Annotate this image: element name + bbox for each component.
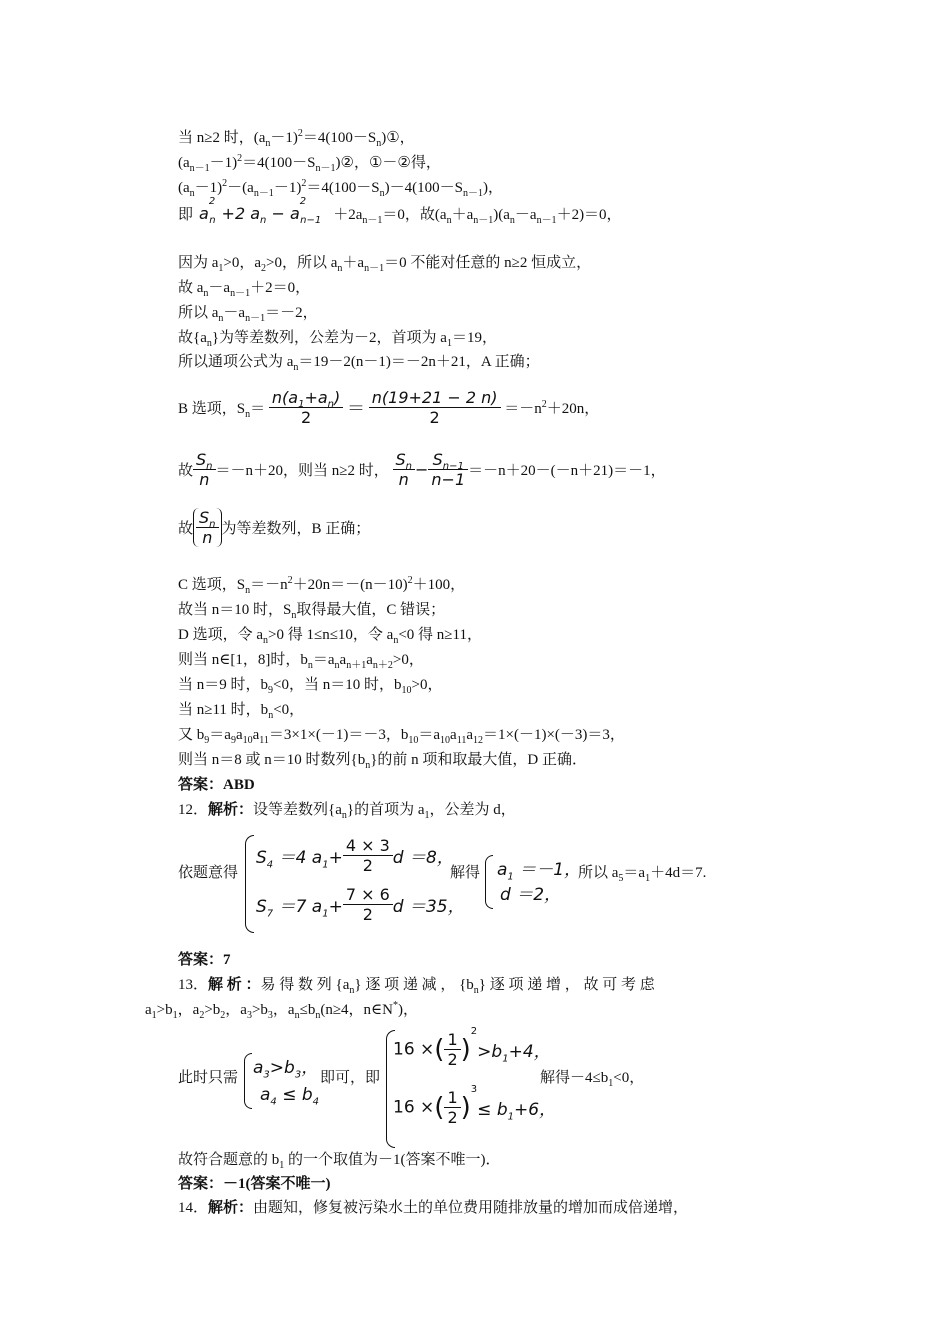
question-number: 13． [178,977,209,993]
text-line-2: $(a_{n-1}-1)^2=4(100-S_{n-1})②$，①－②得， [178,153,441,174]
fraction-numerator: n(19+21 − 2 n) [369,388,501,408]
text-suffix: ＝－n＋20－(－n＋21)＝－1， [468,463,666,479]
question-number: 12． [178,802,209,818]
text-line-9: 所以通项公式为 $a_n=19-2(n-1)=-2n+21$，A 正确； [178,354,540,373]
text-line-11: 故 $\frac{S_n}{n}$ ＝－n＋20，则当 n≥2 时， $\frac{S_n}{n}$ − $\frac{S_{n-1}}{n-1}$ ＝－n＋20－(－n＋21)＝－1， [178,450,666,489]
fraction-numerator: 4 × 3 [343,836,393,856]
analysis-text: 易 得 数 列 $\{a_n\}$ 逐 项 递 减 ， $\{b_n\}$ 逐 项 递 增 ， 故 可 考 虑 [260,977,655,996]
fraction-denominator: n [199,470,210,489]
fraction-sum-formula [269,388,343,427]
fraction-numerator: 1 [444,1030,460,1050]
left-brace [485,855,493,909]
question-number: 14． [178,1200,209,1216]
solution-d: d ＝2， [500,885,562,905]
text-suffix: 为等差数列，B 正确； [221,521,371,537]
text-mid: ＝－n＋20，则当 n≥2 时， [215,463,389,479]
text-line-28: 故符合题意的 $b_1$ 的一个取值为－1(答案不唯一)． [178,1152,501,1171]
fraction-sn1-over-n1 [428,450,468,489]
text-line-26: $a_1>b_1$，$a_2>b_2$，$a_3>b_3$，$a_n\le b_n(n\ge 4$，n∈N*)， [145,1000,418,1021]
fraction-denominator: n [398,470,409,489]
text-line-27-mid: 即可，即 [320,1070,381,1086]
text-line-6: 故 $a_n-a_{n-1}+2=0$， [178,280,311,299]
condition-a4-b4: $a_4 \le b_4$ [260,1085,320,1108]
fraction-numerator: 7 × 6 [343,885,393,905]
text-prefix: 即 [178,207,194,223]
analysis-label: 解析： [208,1200,254,1216]
text-line-4 [178,195,622,227]
fraction-numerator: 1 [444,1088,460,1108]
text-line-16: 则当 n∈[1，8]时，$b_n=a_na_{n+1}a_{n+2}>0$， [178,652,424,671]
text-line-13: C 选项，$S_n=-n^2+20n=-(n-10)^2+100$， [178,575,466,596]
text-line-23-suffix: 所以 $a_5=a_1+4d=7$. [578,865,707,884]
exponent: 3 [470,1083,478,1095]
system-row-s4: $S_4 =4$ $a_1+$ $\frac{4 \times 3}{2}$ d ＝8， [256,836,454,875]
analysis-text: 由题知，修复被污染水土的单位费用随排放量的增加而成倍递增， [253,1200,689,1216]
fraction-denominator: n [202,528,213,547]
text-line-30 [178,1198,688,1218]
fraction-denominator: 2 [362,856,373,875]
text-line-22 [178,800,516,820]
text-line-10: B 选项，$S_n=$ $\frac{n(a_1+a_n)}{2}$ ＝ $\frac{n(19+21 - 2 n)}{2}$ $=-n^2+20n$， [178,388,600,427]
equation-expansion: $a^2_n +2$ $a_n - a^2_{n-1}$ [199,195,322,227]
braced-sequence [193,508,222,547]
text-line-20: 则当 n＝8 或 n＝10 时数列$\{b_n\}$的前 n 项和取最大值，D 正确． [178,752,587,771]
fraction-numerator: $S_{n-1}$ [428,450,468,470]
exponent: 2 [470,1025,478,1037]
fraction-denominator: 2 [429,408,440,427]
fraction-denominator: 2 [447,1050,458,1069]
text-line-27-suffix: 解得$-4\le b_1<0$， [540,1070,645,1089]
text-prefix: 故 [178,521,194,537]
text-line-23-prefix: 依题意得 [178,865,239,881]
text-line-12 [178,508,370,547]
fraction-denominator: 2 [362,905,373,924]
left-brace [245,835,254,933]
fraction-numerator: $S_n$ [393,450,416,470]
text-line-25 [178,975,806,995]
fraction-sn-over-n [193,450,216,489]
answer-13: 答案：－1(答案不唯一) [178,1176,331,1192]
condition-a3-b3: $a_3>b_3$， [253,1058,319,1081]
text-line-23-mid: 解得 [450,865,481,881]
inequality-row-2: 16 ×( $\frac{1}{2}$ )$^3\le b_1+6$， [393,1083,557,1127]
answer-12: 答案：7 [178,952,231,968]
text-line-18: 当 n≥11 时，$b_n<0$， [178,702,305,721]
analysis-text: 设等差数列$\{a_n\}$的首项为 $a_1$，公差为 d， [253,802,516,821]
fraction-sn-over-n-2 [393,450,416,489]
left-brace [244,1053,252,1109]
text-line-14: 故当 n＝10 时，$S_n$取得最大值，C 错误； [178,602,446,621]
text-prefix: 故 [178,463,194,479]
text-line-7: 所以 $a_n-a_{n-1}=-2$， [178,305,318,324]
text-line-19: 又 $b_9=a_9a_{10}a_{11}=3\times 1\times(-1)=-3$，$b_{10}=a_{10}a_{11}a_{12}=1\times(-1)\times(-3)=3$， [178,727,625,746]
text-line-17: 当 n＝9 时，$b_9<0$，当 n＝10 时，$b_{10}>0$， [178,677,443,696]
system-row-s7: $S_7 =7$ $a_1+$ $\frac{7 \times 6}{2}$ d ＝35， [256,885,465,924]
inequality-row-1: 16 ×( $\frac{1}{2}$ )$^2>b_1+4$， [393,1025,551,1069]
fraction-numerator: $n(a_1+a_n)$ [269,388,343,408]
fraction-sum-substituted [369,388,501,427]
text-line-8: 故$\{a_n\}$为等差数列，公差为－2，首项为 $a_1=19$， [178,330,497,349]
answer-11: 答案：ABD [178,777,255,793]
text-line-27-prefix: 此时只需 [178,1070,239,1086]
text-line-1: 当 n≥2 时，$(a_n-1)^2=4(100-S_n)①$， [178,128,415,149]
fraction-denominator: 2 [300,408,312,427]
fraction-numerator: $S_n$ [196,508,219,528]
text-suffix: $+2a_{n-1}=0$，故$(a_n+a_{n-1})(a_n-a_{n-1}+2)=0$， [333,207,622,226]
fraction-sn-over-n-braced [196,508,219,547]
text-line-15: D 选项，令 $a_n>0$ 得 1≤n≤10，令 $a_n<0$ 得 n≥11， [178,627,482,646]
text-line-3: $(a_n-1)^2-(a_{n-1}-1)^2=4(100-S_n)-4(100-S_{n-1})$， [178,178,503,199]
fraction-numerator: $S_n$ [193,450,216,470]
solution-a1: $a_1 =-1$， [497,860,582,883]
fraction-denominator: 2 [447,1108,458,1127]
text-suffix: $=-n^2+20n$， [504,399,600,417]
fraction-denominator: n−1 [431,470,466,489]
analysis-label: 解 析 ： [208,977,261,993]
analysis-label: 解析： [208,802,254,818]
text-prefix: B 选项，$S_n=$ [178,401,266,420]
text-line-5: 因为 $a_1>0$，$a_2>0$，所以 $a_n+a_{n-1}=0$ 不能对任意的 n≥2 恒成立， [178,255,592,274]
